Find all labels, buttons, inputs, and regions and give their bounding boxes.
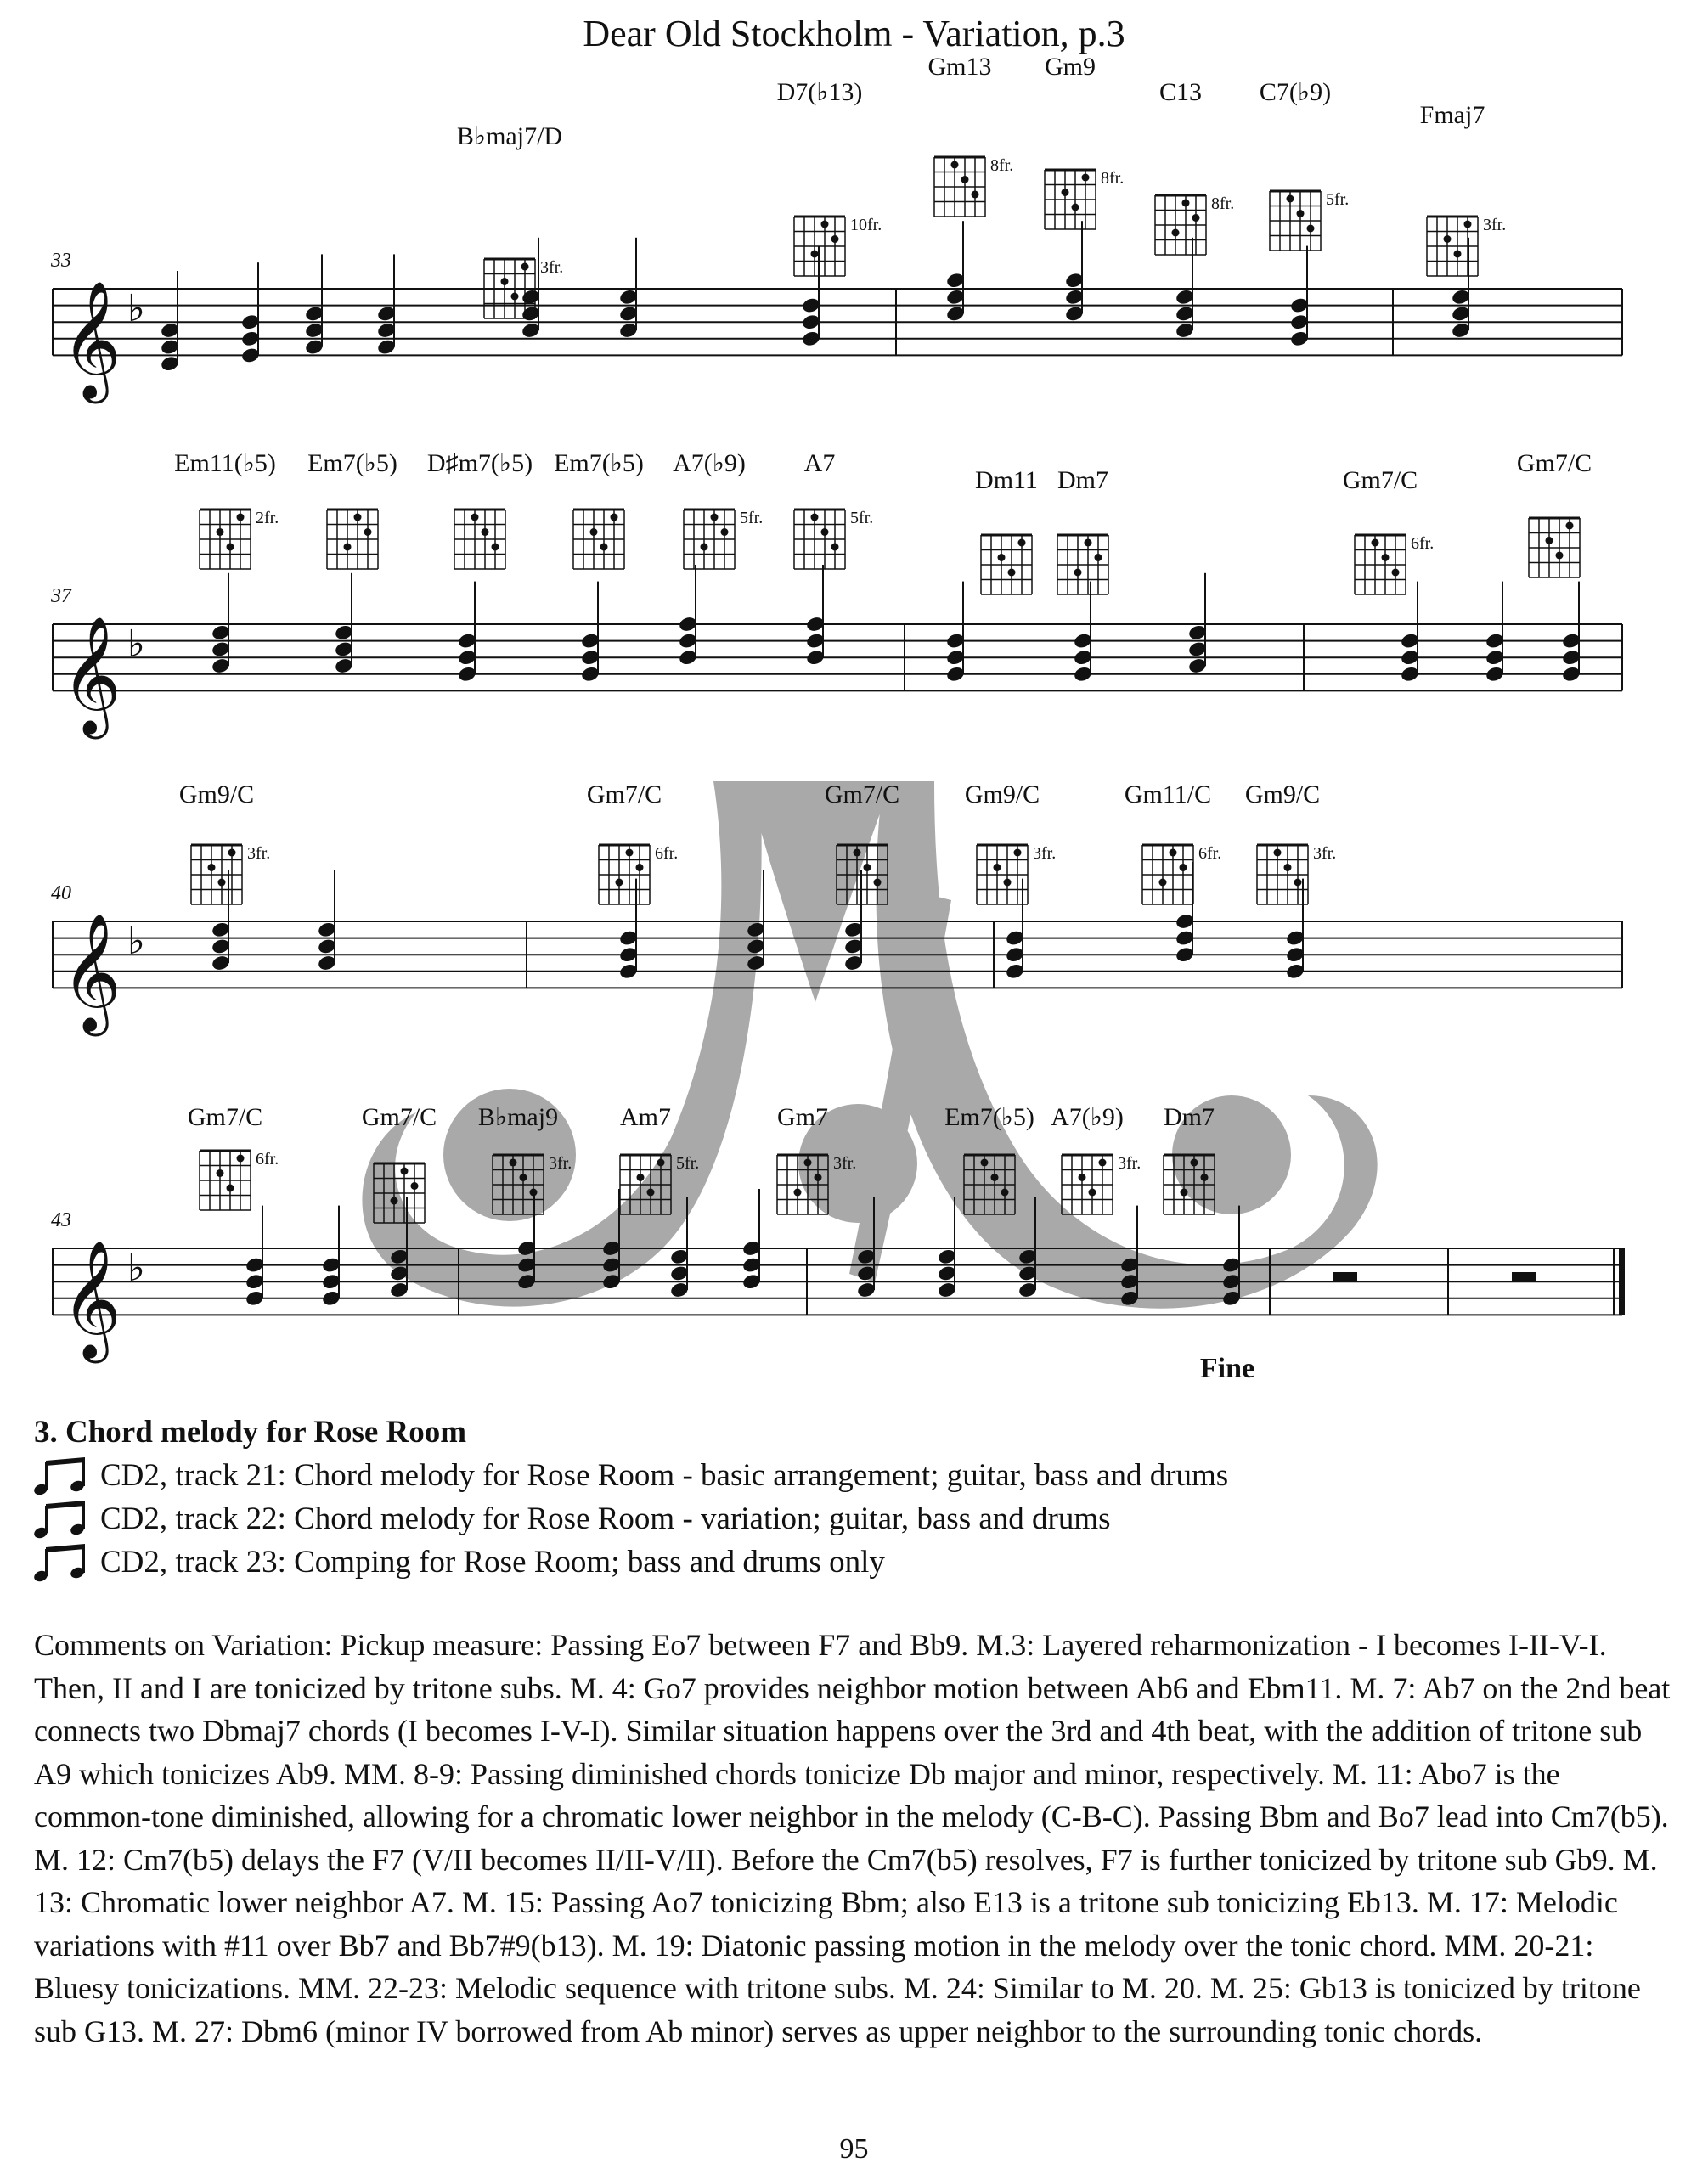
diagram-dot bbox=[1085, 539, 1092, 547]
key-flat-icon: ♭ bbox=[127, 287, 145, 330]
chord-symbol bbox=[1420, 101, 1507, 276]
diagram-dot bbox=[217, 528, 224, 536]
diagram-dot bbox=[492, 544, 499, 551]
chord-diagram bbox=[1045, 169, 1124, 229]
measure-number: 37 bbox=[51, 585, 71, 607]
fret-label: 6fr. bbox=[256, 1150, 279, 1169]
diagram-dot bbox=[991, 1174, 999, 1181]
diagram-dot bbox=[1181, 1189, 1188, 1197]
chord-symbol bbox=[307, 449, 397, 569]
diagram-dot bbox=[1170, 849, 1177, 857]
chord-symbol bbox=[1045, 53, 1124, 229]
diagram-dot bbox=[811, 514, 819, 521]
chord-diagram bbox=[1142, 844, 1221, 904]
diagram-dot bbox=[344, 544, 352, 551]
diagram-dot bbox=[600, 544, 608, 551]
chord-notes bbox=[1289, 246, 1310, 348]
chord-symbol bbox=[587, 780, 678, 904]
fret-label: 6fr. bbox=[655, 844, 679, 863]
diagram-dot bbox=[636, 864, 644, 871]
diagram-dot bbox=[1074, 569, 1082, 577]
fret-label: 3fr. bbox=[1118, 1154, 1141, 1173]
diagram-dot bbox=[354, 514, 362, 521]
diagram-dot bbox=[1191, 1159, 1198, 1167]
fret-label: 3fr. bbox=[247, 844, 271, 863]
diagram-dot bbox=[821, 528, 829, 536]
chord-name: Gm9/C bbox=[1244, 780, 1321, 808]
diagram-dot bbox=[237, 514, 245, 521]
chord-name: A7(♭9) bbox=[673, 449, 746, 477]
diagram-dot bbox=[821, 221, 829, 228]
chord-name: Fmaj7 bbox=[1419, 101, 1485, 129]
chord-name: Am7 bbox=[620, 1103, 671, 1131]
chord-name: Dm7 bbox=[1057, 466, 1108, 494]
chord-name: A7 bbox=[803, 449, 836, 477]
whole-rest bbox=[1512, 1272, 1536, 1281]
track-item bbox=[34, 1497, 1111, 1540]
diagram-dot bbox=[520, 1174, 527, 1181]
diagram-dot bbox=[611, 514, 618, 521]
diagram-dot bbox=[511, 293, 519, 301]
chord-name: Gm7/C bbox=[187, 1103, 263, 1131]
diagram-dot bbox=[1297, 210, 1305, 217]
diagram-dot bbox=[1099, 1159, 1107, 1167]
key-flat-icon: ♭ bbox=[127, 920, 145, 963]
fret-label: 6fr. bbox=[1198, 844, 1222, 863]
fret-label: 8fr. bbox=[990, 156, 1014, 175]
chord-diagram bbox=[200, 1150, 279, 1210]
chord-name: D7(♭13) bbox=[776, 78, 863, 106]
chord-notes bbox=[1561, 582, 1581, 684]
diagram-dot bbox=[364, 528, 372, 536]
diagram-dot bbox=[510, 1159, 517, 1167]
chord-diagram bbox=[1155, 194, 1234, 255]
page-title: Dear Old Stockholm - Variation, p.3 bbox=[583, 13, 1125, 54]
comments-paragraph: Comments on Variation: Pickup measure: Passing Eo7 between F7 and Bb9. M.3: Layered reharmonization - I becomes I-II-V-I. Then, II and I are tonicized by tritone subs. M. 4: Go7 provides neighbor motion between Ab6 and Ebm11. M. 7: Ab7 on the 2nd beat connects two Dbmaj7 chords (I becomes I-V-I). Similar situation happens over the 3rd and 4th beat, with the addition of tritone sub A9 which tonicizes Ab9. MM. 8-9: Passing diminished chords tonicize Db major and minor, respectively. M. 11: Abo7 is the common-tone diminished, allowing for a chromatic lower neighbor in the melody (C-B-C). Passing Bbm and Bo7 lead into Cm7(b5). M. 12: Cm7(b5) delays the F7 (V/II becomes II/II-V/II). Before the Cm7(b5) resolves, F7 is further tonicized by tritone sub Gb9. M. 13: Chromatic lower neighbor A7. M. 15: Passing Ao7 tonicizing Bbm; also E13 is a tritone sub tonicizing Eb13. M. 17: Melodic variations with #11 over Bb7 and Bb7#9(b13). M. 19: Diatonic passing motion in the melody over the tonic chord. MM. 20-21: Bluesy tonicizations. MM. 22-23: Melodic sequence with tritone subs. M. 24: Similar to M. 20. M. 25: Gb13 is tonicized by tritone sub G13. M. 27: Dbm6 (minor IV borrowed from Ab minor) serves as upper neighbor to the surrounding tonic chords. bbox=[34, 1628, 1671, 2048]
fret-label: 3fr. bbox=[1483, 216, 1507, 234]
chord-symbol bbox=[794, 449, 873, 569]
chord-notes bbox=[741, 1189, 762, 1291]
diagram-dot bbox=[1072, 204, 1079, 211]
chord-name: Gm11/C bbox=[1124, 780, 1212, 808]
chord-diagram bbox=[200, 509, 279, 569]
chord-diagram bbox=[1529, 518, 1580, 577]
diagram-dot bbox=[994, 864, 1001, 871]
chord-name: Dm7 bbox=[1164, 1103, 1215, 1131]
chord-name: Gm7/C bbox=[1342, 466, 1418, 494]
track-item bbox=[34, 1540, 885, 1583]
chord-notes bbox=[678, 565, 698, 667]
chord-name: Gm9/C bbox=[178, 780, 255, 808]
measure-number: 33 bbox=[51, 250, 71, 272]
chord-name: Em11(♭5) bbox=[174, 449, 276, 477]
chord-symbol bbox=[1155, 78, 1234, 255]
section-heading: 3. Chord melody for Rose Room bbox=[34, 1415, 467, 1450]
fret-label: 8fr. bbox=[1211, 194, 1235, 213]
page-number: 95 bbox=[839, 2133, 869, 2165]
treble-clef-icon: 𝄞 bbox=[61, 616, 121, 735]
diagram-dot bbox=[501, 278, 509, 285]
track-text: CD2, track 23: Comping for Rose Room; bass and drums only bbox=[100, 1544, 885, 1580]
key-flat-icon: ♭ bbox=[127, 622, 145, 666]
diagram-dot bbox=[794, 1189, 802, 1197]
diagram-dot bbox=[401, 1168, 409, 1175]
fret-label: 6fr. bbox=[1411, 534, 1435, 553]
chord-diagram bbox=[599, 844, 678, 904]
diagram-dot bbox=[1172, 229, 1180, 237]
chord-name: Em7(♭5) bbox=[944, 1103, 1034, 1131]
treble-clef-icon: 𝄞 bbox=[61, 913, 121, 1032]
chord-notes bbox=[321, 1206, 341, 1308]
diagram-dot bbox=[1382, 554, 1390, 561]
watermark-center bbox=[747, 781, 892, 1002]
chord-name: Gm9 bbox=[1045, 53, 1096, 81]
chord-diagram bbox=[794, 216, 882, 276]
chord-name: Gm7/C bbox=[824, 780, 900, 808]
diagram-dot bbox=[1008, 569, 1016, 577]
chord-diagram bbox=[454, 510, 505, 569]
diagram-dot bbox=[237, 1155, 245, 1163]
chord-diagram bbox=[981, 535, 1032, 594]
chord-symbol bbox=[777, 78, 882, 276]
chord-diagram bbox=[1057, 535, 1108, 594]
diagram-dot bbox=[217, 1169, 224, 1177]
diagram-dot bbox=[471, 514, 479, 521]
chord-name: B♭maj7/D bbox=[456, 122, 563, 150]
fret-label: 3fr. bbox=[1313, 844, 1337, 863]
diagram-dot bbox=[811, 251, 819, 258]
chord-name: Gm7/C bbox=[361, 1103, 437, 1131]
diagram-dot bbox=[1294, 879, 1302, 887]
chord-notes bbox=[1485, 582, 1505, 684]
diagram-dot bbox=[1079, 1174, 1086, 1181]
chord-symbol bbox=[554, 449, 644, 569]
chord-symbol bbox=[1051, 1103, 1141, 1214]
diagram-dot bbox=[1201, 1174, 1209, 1181]
chord-name: Gm13 bbox=[927, 53, 992, 81]
diagram-dot bbox=[590, 528, 598, 536]
diagram-dot bbox=[1095, 554, 1102, 561]
chord-symbol bbox=[427, 449, 533, 569]
diagram-dot bbox=[1274, 849, 1282, 857]
chord-name: C7(♭9) bbox=[1259, 78, 1332, 106]
diagram-dot bbox=[1089, 1189, 1096, 1197]
diagram-dot bbox=[864, 864, 871, 871]
chord-diagram bbox=[977, 844, 1056, 904]
chord-symbol bbox=[1517, 449, 1592, 577]
fret-label: 8fr. bbox=[1101, 169, 1125, 188]
chord-notes bbox=[580, 582, 600, 684]
chord-name: D♯m7(♭5) bbox=[426, 449, 533, 477]
diagram-dot bbox=[1159, 879, 1167, 887]
diagram-dot bbox=[1014, 849, 1022, 857]
fine-marking: Fine bbox=[1199, 1353, 1255, 1384]
track-text: CD2, track 21: Chord melody for Rose Room - basic arrangement; guitar, bass and drums bbox=[100, 1457, 1229, 1493]
diagram-dot bbox=[228, 849, 236, 857]
chord-diagram bbox=[684, 509, 763, 569]
chord-diagram bbox=[794, 509, 873, 569]
fret-label: 3fr. bbox=[540, 258, 564, 277]
diagram-dot bbox=[1182, 200, 1190, 207]
track-text: CD2, track 22: Chord melody for Rose Room - variation; guitar, bass and drums bbox=[100, 1501, 1111, 1536]
diagram-dot bbox=[1566, 522, 1574, 530]
diagram-dot bbox=[1464, 221, 1472, 228]
watermark-left-arm bbox=[362, 781, 761, 1307]
chord-name: Gm9/C bbox=[964, 780, 1040, 808]
chord-diagram bbox=[1355, 534, 1434, 594]
chord-name: Em7(♭5) bbox=[307, 449, 397, 477]
chord-name: Em7(♭5) bbox=[554, 449, 644, 477]
fret-label: 5fr. bbox=[1326, 190, 1350, 209]
chord-notes bbox=[1064, 221, 1085, 323]
eighth-notes-icon bbox=[34, 1540, 93, 1583]
whole-rest bbox=[1333, 1272, 1357, 1281]
chord-name: A7(♭9) bbox=[1051, 1103, 1124, 1131]
eighth-notes-icon bbox=[34, 1497, 93, 1540]
diagram-dot bbox=[721, 528, 729, 536]
chord-symbol bbox=[188, 1103, 279, 1210]
chord-symbol bbox=[1245, 780, 1336, 904]
diagram-dot bbox=[1062, 189, 1069, 196]
diagram-dot bbox=[1392, 569, 1400, 577]
chord-symbol bbox=[1260, 78, 1349, 251]
diagram-dot bbox=[998, 554, 1006, 561]
chord-notes bbox=[1175, 862, 1195, 964]
diagram-dot bbox=[951, 161, 959, 169]
diagram-dot bbox=[227, 544, 234, 551]
diagram-dot bbox=[626, 849, 634, 857]
measure-number: 43 bbox=[51, 1209, 71, 1231]
chord-symbol bbox=[174, 449, 279, 569]
chord-notes bbox=[945, 582, 966, 684]
chord-symbol bbox=[928, 53, 1014, 217]
diagram-dot bbox=[831, 544, 839, 551]
chord-diagram bbox=[934, 156, 1013, 217]
diagram-dot bbox=[874, 879, 882, 887]
chord-diagram bbox=[1427, 216, 1506, 276]
chord-symbol bbox=[1057, 466, 1108, 594]
diagram-dot bbox=[701, 544, 708, 551]
fret-label: 5fr. bbox=[850, 509, 874, 527]
chord-notes bbox=[245, 1206, 265, 1308]
diagram-dot bbox=[521, 263, 529, 271]
diagram-dot bbox=[482, 528, 489, 536]
treble-clef-icon: 𝄞 bbox=[61, 280, 121, 399]
key-flat-icon: ♭ bbox=[127, 1247, 145, 1290]
chord-symbol bbox=[179, 780, 270, 904]
chord-name: C13 bbox=[1158, 78, 1203, 106]
diagram-dot bbox=[804, 1159, 812, 1167]
diagram-dot bbox=[1546, 537, 1553, 544]
chord-notes bbox=[618, 879, 639, 981]
diagram-dot bbox=[1004, 879, 1012, 887]
chord-notes bbox=[945, 221, 966, 323]
chord-diagram bbox=[191, 844, 270, 904]
eighth-notes-icon bbox=[34, 1454, 93, 1496]
chord-name: Gm7/C bbox=[1516, 449, 1592, 477]
diagram-dot bbox=[1192, 214, 1200, 222]
chord-diagram bbox=[1062, 1154, 1141, 1214]
chord-symbol bbox=[1343, 466, 1434, 594]
fret-label: 3fr. bbox=[549, 1154, 572, 1173]
diagram-dot bbox=[711, 514, 719, 521]
diagram-dot bbox=[637, 1174, 645, 1181]
treble-clef-icon: 𝄞 bbox=[61, 1240, 121, 1359]
diagram-dot bbox=[657, 1159, 665, 1167]
diagram-dot bbox=[1556, 552, 1564, 560]
diagram-dot bbox=[218, 879, 226, 887]
chord-notes bbox=[1400, 582, 1420, 684]
chord-name: B♭maj9 bbox=[477, 1103, 559, 1131]
diagram-dot bbox=[647, 1189, 655, 1197]
diagram-dot bbox=[1284, 864, 1292, 871]
chord-notes bbox=[805, 565, 826, 667]
track-item bbox=[34, 1454, 1228, 1496]
diagram-dot bbox=[1307, 225, 1315, 233]
measure-number: 40 bbox=[51, 882, 71, 904]
fret-label: 10fr. bbox=[850, 216, 882, 234]
diagram-dot bbox=[1180, 864, 1187, 871]
diagram-dot bbox=[616, 879, 623, 887]
chord-symbol bbox=[1125, 780, 1221, 904]
chord-name: Gm7 bbox=[777, 1103, 828, 1131]
chord-notes bbox=[1073, 582, 1093, 684]
diagram-dot bbox=[1082, 174, 1090, 182]
diagram-dot bbox=[831, 235, 839, 243]
diagram-dot bbox=[961, 176, 969, 183]
diagram-dot bbox=[972, 191, 979, 199]
chord-notes bbox=[457, 582, 477, 684]
diagram-dot bbox=[1454, 251, 1462, 258]
diagram-dot bbox=[227, 1185, 234, 1192]
staff-system bbox=[50, 53, 1622, 403]
fret-label: 2fr. bbox=[256, 509, 279, 527]
chord-diagram bbox=[1270, 190, 1349, 251]
diagram-dot bbox=[391, 1197, 398, 1205]
chord-symbol bbox=[965, 780, 1056, 904]
diagram-dot bbox=[208, 864, 216, 871]
diagram-dot bbox=[1444, 235, 1452, 243]
chord-diagram bbox=[1257, 844, 1336, 904]
chord-name: Gm7/C bbox=[586, 780, 662, 808]
fret-label: 3fr. bbox=[1033, 844, 1057, 863]
diagram-dot bbox=[530, 1189, 538, 1197]
diagram-dot bbox=[815, 1174, 822, 1181]
diagram-dot bbox=[1287, 195, 1294, 203]
final-barline bbox=[1619, 1248, 1625, 1315]
chord-symbol bbox=[975, 466, 1038, 594]
diagram-dot bbox=[981, 1159, 989, 1167]
chord-name: Dm11 bbox=[975, 466, 1038, 494]
diagram-dot bbox=[854, 849, 861, 857]
staff-system bbox=[50, 449, 1622, 739]
chord-symbol bbox=[673, 449, 763, 569]
diagram-dot bbox=[1372, 539, 1379, 547]
fret-label: 3fr. bbox=[833, 1154, 857, 1173]
fret-label: 5fr. bbox=[740, 509, 764, 527]
chord-notes bbox=[240, 262, 261, 364]
fret-label: 5fr. bbox=[676, 1154, 700, 1173]
chord-diagram bbox=[327, 510, 378, 569]
diagram-dot bbox=[1018, 539, 1026, 547]
chord-diagram bbox=[573, 510, 624, 569]
diagram-dot bbox=[1001, 1189, 1009, 1197]
diagram-dot bbox=[411, 1182, 419, 1190]
